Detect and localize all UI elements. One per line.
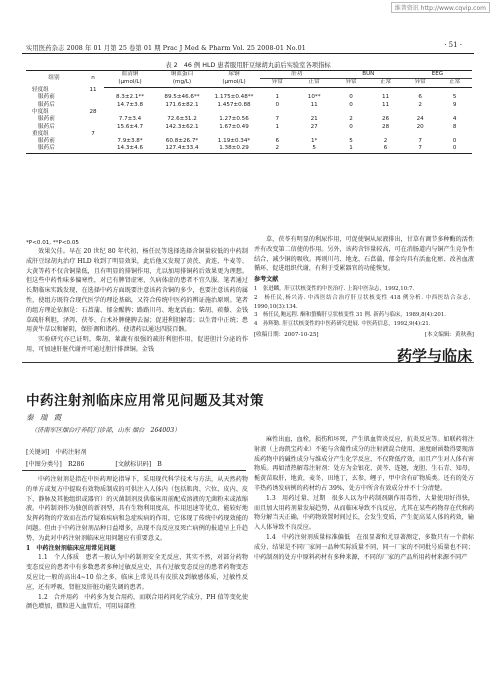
table-cell: 6 <box>275 138 280 145</box>
lab-results-table <box>26 70 472 154</box>
table-cell <box>334 109 369 116</box>
row-n <box>82 116 104 123</box>
table-body <box>26 87 472 153</box>
table-cell <box>437 109 472 116</box>
table-cell <box>260 131 295 138</box>
table-cell <box>403 109 438 116</box>
table-cell: 2 <box>418 101 422 108</box>
section-label: 药学与临床 <box>396 347 472 365</box>
col-serum-copper: 血清铜 <box>104 71 156 79</box>
author: 秦 瑞 霞 <box>26 413 64 422</box>
table-cell: 7 <box>418 138 422 145</box>
paragraph: 实验研究亦已证明，柴胡、莱蔬有很强的疏肝利胆作用，促进胆汁分泌的作用，可加速肝脏代谢并可通过胆汁排泄铜。金钱 <box>26 336 248 353</box>
table-cell: 26 <box>382 116 390 123</box>
table-cell <box>368 131 403 138</box>
table-cell: 171.6±82.1 <box>165 101 199 108</box>
table-cell: 1* <box>310 138 318 145</box>
table-cell <box>295 109 334 116</box>
references-title: 参考文献 <box>254 276 279 284</box>
col-urine-copper: 尿铜 <box>208 71 260 79</box>
table-cell <box>208 87 260 94</box>
row-n <box>82 124 104 131</box>
table-cell <box>156 131 208 138</box>
row-n <box>82 138 104 145</box>
row-n: 11 <box>89 87 97 94</box>
row-label: 重度组 <box>32 130 49 137</box>
table-cell: 142.3±62.1 <box>165 123 199 130</box>
table-cell <box>104 109 156 116</box>
paragraph: 1.4 中药注射剂质量标准偏低 在很显著和尤显著测定，多数只有一个指标成分，结果是不同厂家间一品种实际质量不同，同一厂家的不同批号质量也不同；中药制剂的处方中原料药材有多种来源，不同的厂家的产品所用药材来源不同产 <box>254 533 474 561</box>
page-number: · 51 · <box>444 41 462 49</box>
table-cell: 6 <box>418 94 422 101</box>
table-cell <box>208 131 260 138</box>
table-cell: 1 <box>334 145 369 153</box>
table-cell: 28 <box>382 123 390 130</box>
col-bun: BUN <box>334 71 403 79</box>
table-cell <box>403 87 438 94</box>
table-cell: 0 <box>349 94 353 101</box>
table-cell: 6 <box>368 145 403 153</box>
reference-item: 4 孙辉勤. 肝豆状核变性的中医药研究进展. 中医药信息，1992,9(4):21. <box>254 321 431 328</box>
table-cell: 127.4±33.4 <box>156 145 208 153</box>
table-cell: 24 <box>416 116 424 123</box>
row-n <box>82 145 104 153</box>
table-cell <box>437 131 472 138</box>
table-cell: 14.7±3.8 <box>116 101 144 108</box>
table-cell: 1.38±0.29 <box>208 145 260 153</box>
paragraph: 草，茯苓有明显的利尿作用，可促使铜从尿液排出，甘草有调节多种酶的活性并有改变第二信使的作用。另外，该药含锌量较高，可在消肠道内与铜产生竞争性结合，减少铜的吸收。再则川芎、地龙、石菖蒲、郁金均具有活血化瘀、改善血液循环，促进组织代谢，有利于受累器官的功能恢复。 <box>254 236 474 273</box>
paragraph: 中药注射剂是指在中医药理论指导下，采用现代科学技术与方法，从天然药物的单方或复方中提取有效物质制成的可供注入人体内（包括肌肉、穴位、皮内、皮下、静脉及其他组织或器官）的灭菌制剂及供临床用前配成溶液的无菌粉末或浓缩液。中药制剂作为独创的新剂型，具有生物利用度高，作用迅速等优点，能较好地发挥药物的疗效而在治疗疑难疾病和急症疾病的作用，它体现了传统中药现效能的问题。但由于中药注射剂品种日益增多，出现不良反应及死亡病例的报道呈上升趋势，为此对中药注射剂临床应用问题应有重要意义。 <box>26 476 248 542</box>
table-cell: 27 <box>310 123 318 130</box>
bottom-right-column <box>254 435 474 562</box>
table-cell: 5 <box>295 145 334 153</box>
running-head: 实用医药杂志 2008 年 01 月第 25 卷第 01 期 Prac J Med & Pharm Vol. 25 2008-01 No.01 <box>26 45 306 52</box>
table-row <box>26 124 472 131</box>
table-cell: 89.5±46.6** <box>164 94 200 101</box>
header-rule <box>22 53 474 54</box>
row-label: 服药后 <box>26 145 82 153</box>
paragraph: 1.3 用药过量、过期 很多人以为中药制剂副作用毒性，大量使用好得快，而且加大用药剂量发展趋势，从而临床导致不良反应，尤其在某些药物存在代和药物分解当天正确，中药物效置时间过长，会发生变质，产生促高某人体的药效，输入人体导致不良反应。 <box>254 494 474 532</box>
table-cell: 2 <box>260 145 295 153</box>
table-cell: 2 <box>383 138 388 145</box>
table-cell: 8.3±2.1** <box>115 94 145 101</box>
table-cell <box>368 87 403 94</box>
table-cell: 9 <box>452 101 457 108</box>
table-cell: 0 <box>349 101 353 108</box>
table-cell: 5 <box>349 138 353 145</box>
table-cell: 1.27±0.56 <box>219 116 249 123</box>
keywords: [关键词] 中药注射剂 <box>26 449 87 456</box>
reference-list <box>254 285 474 329</box>
affiliation: （济南军区烟台疗养院门诊部，山东 烟台 264003） <box>31 427 181 434</box>
table-cell: 7 <box>403 145 438 153</box>
section-divider <box>22 362 474 363</box>
table-cell: 8 <box>452 123 457 130</box>
sub-header: 正常 <box>295 79 334 87</box>
table-cell: 15.6±4.7 <box>116 123 144 130</box>
table-cell: 11 <box>382 101 390 108</box>
row-label: 服药后 <box>38 123 55 130</box>
classification: [中图分类号] R286 [文献标识码] B <box>26 461 162 468</box>
row-n: 28 <box>89 108 97 115</box>
table-cell: 20 <box>416 123 424 130</box>
sub-header: 异常 <box>403 79 438 87</box>
table-cell <box>260 87 295 94</box>
table-cell: 7.9±3.8* <box>117 138 143 145</box>
table-row <box>26 138 472 145</box>
article-footer <box>254 331 474 341</box>
table-cell <box>104 131 156 138</box>
table-row <box>26 94 472 101</box>
table-cell <box>260 109 295 116</box>
table-cell <box>334 131 369 138</box>
col-n: n <box>82 71 104 88</box>
table-row <box>26 145 472 153</box>
paragraph: 麻性出血，血栓，损伤和坏死，产生肌血管炎反应，抗炎反应等。如联药将注射液（上海凯宝药业）不能与含葡性成分的注射液混合使用，速度耐函数得要现溶质药物中的碱性成分与维成分产生化学反应，不仅降低疗效，而且产生对人体有害物质。再如清热解毒注射剂：处方为金银花、黄芩、连翘，龙胆、生石青、知母，栀黄苗取肝，地黄，麦冬，田地丁，玄参，鲤子，甲中含有矿物质类。还有的处方辛热药诱发病例的药材约占 39%，处方中所含有效成分并不十分清楚。 <box>254 436 474 492</box>
unit-urine-copper: (μmol/L) <box>208 79 260 87</box>
table-cell: 1 <box>275 123 280 130</box>
received-date: [收稿日期：2007-10-25] <box>254 331 319 338</box>
table-cell: 21 <box>310 116 318 123</box>
row-label: 服药前 <box>38 116 55 123</box>
abstract-divider <box>22 470 246 471</box>
table-cell <box>403 131 438 138</box>
section-heading: 1 中药注射剂临床应用常见问题 <box>26 544 116 552</box>
row-n <box>82 94 104 101</box>
row-label: 服药后 <box>38 101 55 108</box>
article-title: 中药注射剂临床应用常见问题及其对策 <box>26 393 264 409</box>
paragraph: 1.2 合并用药 中药多为复合用药，而联合用药问化学成分，PH 值等变化使颜色增加，微粒进入血管后，可阻局部性 <box>26 593 248 611</box>
table-cell: 5 <box>452 94 457 101</box>
table-title: 表 2 46 例 HLD 患者服用肝豆绿胡丸前后实验室各项指标 <box>165 62 331 69</box>
row-label: 服药前 <box>38 94 55 101</box>
sub-header: 异常 <box>260 79 295 87</box>
editor: [本文编辑：黄秋燕] <box>424 331 474 338</box>
table-cell <box>156 109 208 116</box>
table-cell: 10** <box>307 94 321 101</box>
row-label: 中度组 <box>32 108 49 115</box>
table-cell <box>295 131 334 138</box>
row-label: 服药前 <box>38 138 55 145</box>
table-cell <box>368 109 403 116</box>
table-row <box>26 87 472 94</box>
table-cell: 1.67±0.49 <box>219 123 249 130</box>
table-cell <box>156 87 208 94</box>
paragraph: 1.1 个人体质 患者一般认为中药制剂安全无反应，其实不然，对部分药物变态反应的患者中有多数患者多种过敏反应史，具有过敏变态反应的患者药物变态反应比一般的高出4~10 倍之多，临床上常见具有皮肤及到敏感体质，过敏性反应，还有呼吸、肾脏及肝脏功能失调的患者。 <box>26 554 248 591</box>
col-eeg: EEG <box>403 71 472 79</box>
col-ceruloplasmin: 铜蓝蛋白 <box>156 71 208 79</box>
reference-item: 2 杨任民,杨兴涛. 中西医结合治疗肝豆状核变性 418 例分析. 中西医结合杂志，1990,10(3):134. <box>254 294 474 310</box>
table-note: *P<0.01, **P<0.05 <box>26 240 79 246</box>
paragraph: 效果欠佳。早在 20 世纪 80 年代初，杨任民等选择选择含铜量较低的中药制成肝豆绿胡丸治疗 HLD 收到了明显效果，此后他又发现了黄芪、黄连、牛麦等、大黄等药不仅含铜量低，且有明显的排铜作用，尤以加用排铜药后效果更为理想。但这些中药性味多偏寒性，对已有脾肾虚寒、久病体虚的患者不宜久服。笔者通过长期临床实践发现，在选择中药方面既要注意该药含铜的多少，也要注意该药的属性，使组方既符合现代医学的理论基础，又符合传统中医药的辨证施治原则。笔者的组方理论依据是：石菖蒲、郁金醒脾；路路川芎、地龙活血；柴胡、蒺藜、金钱草疏肝利胆，泽泻、茯苓、白术补脾健脾去湿；促进利胆解毒；以生肾中正统；患用黄牛草以和解阴，保肝调和诸药。使诸药以通达四肢百骸。 <box>26 248 248 334</box>
reference-item: 1 张进麟。肝豆状核变性的中医治疗. 上海中医杂志，1992,10:7. <box>254 285 415 292</box>
table-cell: 1 <box>275 94 280 101</box>
col-group: 组别 <box>26 71 82 88</box>
reference-item: 3 杨任民,鲍远程. 酮和螯酶肝豆状核变性 31 例. 新药与临床，1989,8(4):201. <box>254 312 446 319</box>
table-row <box>26 109 472 116</box>
bottom-left-column <box>26 475 248 612</box>
row-n <box>82 102 104 109</box>
table-cell <box>437 87 472 94</box>
row-n: 7 <box>91 130 95 137</box>
sub-header: 正常 <box>368 79 403 87</box>
table-cell: 1.457±0.88 <box>217 101 251 108</box>
table-row <box>26 116 472 123</box>
table-cell: 1.175±0.48** <box>214 94 254 101</box>
unit-ceruloplasmin: (mg/L) <box>156 79 208 87</box>
row-label: 轻度组 <box>32 87 49 94</box>
table-cell: 7.7±3.4 <box>118 116 142 123</box>
table-cell: 7 <box>275 116 280 123</box>
table-cell: 11 <box>310 101 318 108</box>
top-left-column <box>26 247 248 355</box>
table-cell <box>334 87 369 94</box>
table-cell: 60.8±26.7* <box>165 138 199 145</box>
col-liver-function: 肝功 <box>260 71 334 79</box>
table-cell <box>295 87 334 94</box>
table-cell: 0 <box>437 145 472 153</box>
unit-serum-copper: (μmol/L) <box>104 79 156 87</box>
table-cell: 0 <box>349 123 353 130</box>
watermark: 维普资讯 http://www.cqvip.com <box>391 2 490 13</box>
table-cell: 72.6±31.2 <box>167 116 197 123</box>
table-cell: 0 <box>275 101 280 108</box>
table-row <box>26 102 472 109</box>
sub-header: 异常 <box>334 79 369 87</box>
table-cell <box>208 109 260 116</box>
top-right-column <box>254 235 474 341</box>
table-row <box>26 131 472 138</box>
table-cell: 11 <box>382 94 390 101</box>
table-cell <box>104 87 156 94</box>
sub-header: 正常 <box>437 79 472 87</box>
table-cell: 2 <box>349 116 353 123</box>
table-cell: 14.3±4.6 <box>104 145 156 153</box>
table-cell: 0 <box>452 138 457 145</box>
table-cell: 1.19±0.34* <box>217 138 251 145</box>
table-cell: 4 <box>452 116 457 123</box>
